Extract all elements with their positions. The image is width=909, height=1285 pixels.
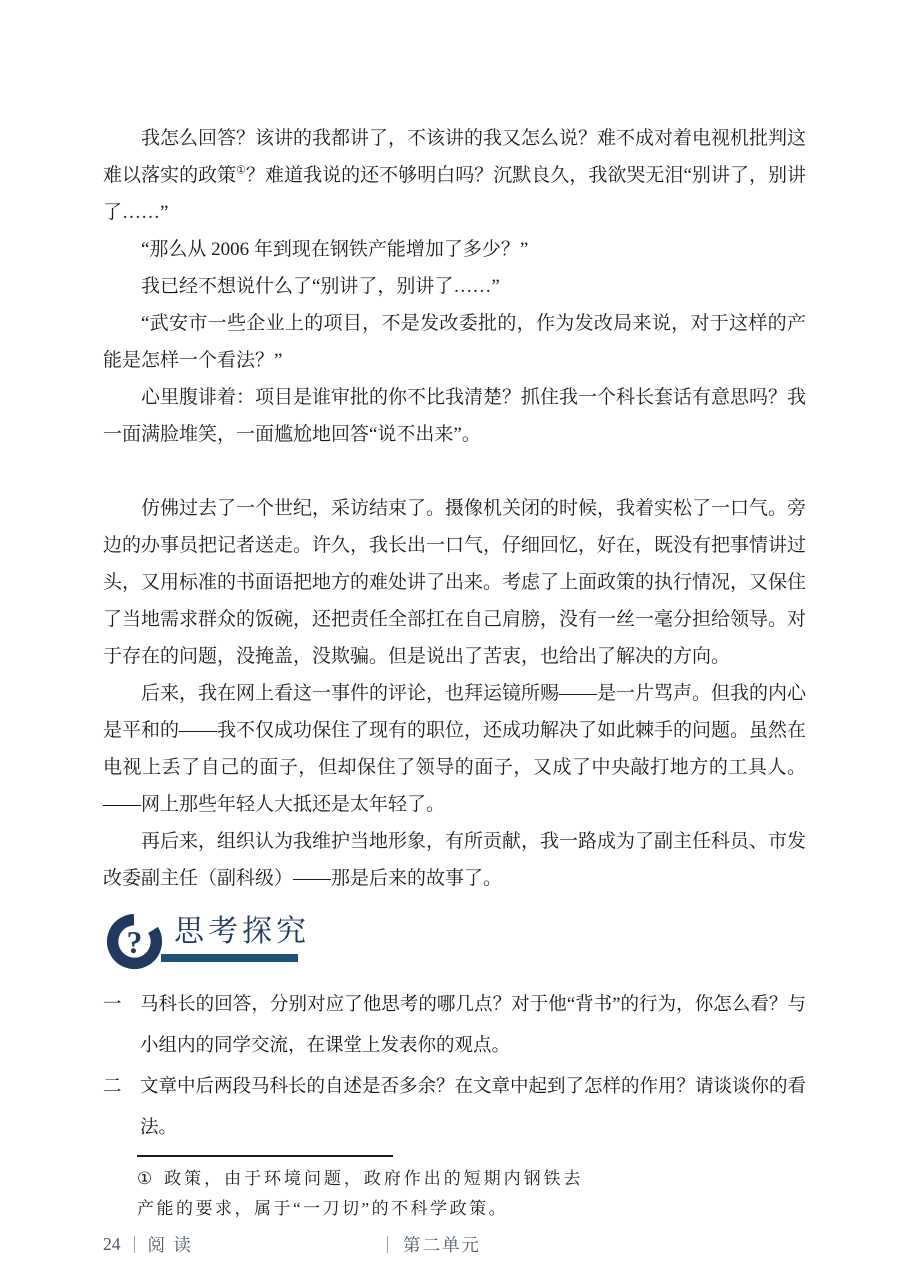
question-text: 马科长的回答，分别对应了他思考的哪几点？对于他“背书”的行为，你怎么看？与小组内的同学交流，在课堂上发表你的观点。 <box>140 995 806 1056</box>
paragraph: 我已经不想说什么了“别讲了，别讲了……” <box>141 276 500 297</box>
question-item <box>103 1067 806 1149</box>
footer-left-group <box>103 1232 193 1257</box>
page-number: 24 <box>103 1234 121 1254</box>
footnote-divider <box>137 1155 393 1157</box>
question-text: 文章中后两段马科长的自述是否多余？在文章中起到了怎样的作用？请谈谈你的看法。 <box>140 1077 807 1138</box>
question-item <box>103 985 806 1067</box>
question-number: 一 <box>103 995 122 1015</box>
footer-unit-group <box>387 1232 481 1257</box>
footer-divider-bar <box>134 1236 135 1253</box>
paragraph-text: ？难道我说的还不够明白吗？沉默良久，我欲哭无泪“别讲了，别讲了……” <box>103 165 806 223</box>
paragraph: “武安市一些企业上的项目，不是发改委批的，作为发改局来说，对于这样的产能是怎样一个看法？” <box>103 313 806 371</box>
footer-unit-label: 第二单元 <box>403 1235 481 1255</box>
paragraph: 再后来，组织认为我维护当地形象，有所贡献，我一路成为了副主任科员、市发改委副主任（副科级）——那是后来的故事了。 <box>103 831 807 889</box>
section-title-wrap <box>163 913 310 962</box>
footer-section-label: 阅 读 <box>147 1235 193 1255</box>
question-mark-glyph: ? <box>126 924 143 960</box>
footnote-body: 政策，由于环境问题，政府作出的短期内钢铁去产能的要求，属于“一刀切”的不科学政策。 <box>137 1169 584 1218</box>
section-header <box>106 913 806 970</box>
paragraph: “那么从 2006 年到现在钢铁产能增加了多少？” <box>141 239 529 260</box>
paragraph: 仿佛过去了一个世纪，采访结束了。摄像机关闭的时候，我着实松了一口气。旁边的办事员把记者送走。许久，我长出一口气，仔细回忆，好在，既没有把事情讲过头，又用标准的书面语把地方的难处讲了出来。考虑了上面政策的执行情况，又保住了当地需求群众的饭碗，还把责任全部扛在自己肩膀，没有一丝一毫分担给领导。对于存在的问题，没掩盖，没欺骗。但是说出了苦衷，也给出了解决的方向。 <box>103 498 807 667</box>
section-title-underline-bar <box>161 954 298 962</box>
page-footer <box>0 1232 909 1254</box>
paragraph <box>103 120 806 231</box>
question-mark-circle-icon <box>106 913 163 970</box>
footnote-ref-marker: ① <box>236 164 247 177</box>
question-number: 二 <box>103 1077 122 1097</box>
paragraph: 后来，我在网上看这一事件的评论，也拜运镜所赐——是一片骂声。但我的内心是平和的——我不仅成功保住了现有的职位，还成功解决了如此棘手的问题。虽然在电视上丢了自己的面子，但却保住了领导的面子，又成了中央敲打地方的工具人。——网上那些年轻人大抵还是太年轻了。 <box>103 683 807 815</box>
question-list <box>103 985 806 1149</box>
paragraph: 心里腹诽着：项目是谁审批的你不比我清楚？抓住我一个科长套话有意思吗？我一面满脸堆笑，一面尴尬地回答“说不出来”。 <box>103 387 807 445</box>
paragraph-text: 我怎么回答？该讲的我都讲了，不该讲的我又怎么说？难不成对着电视机批判这难以落实的政策 <box>103 128 807 186</box>
think-explore-section <box>0 913 909 1149</box>
footnote-marker: ① <box>137 1169 156 1188</box>
footnote-text <box>137 1164 583 1224</box>
section-title: 思考探究 <box>174 915 310 948</box>
footer-divider-bar <box>387 1236 388 1253</box>
footnote-area <box>0 1155 909 1224</box>
